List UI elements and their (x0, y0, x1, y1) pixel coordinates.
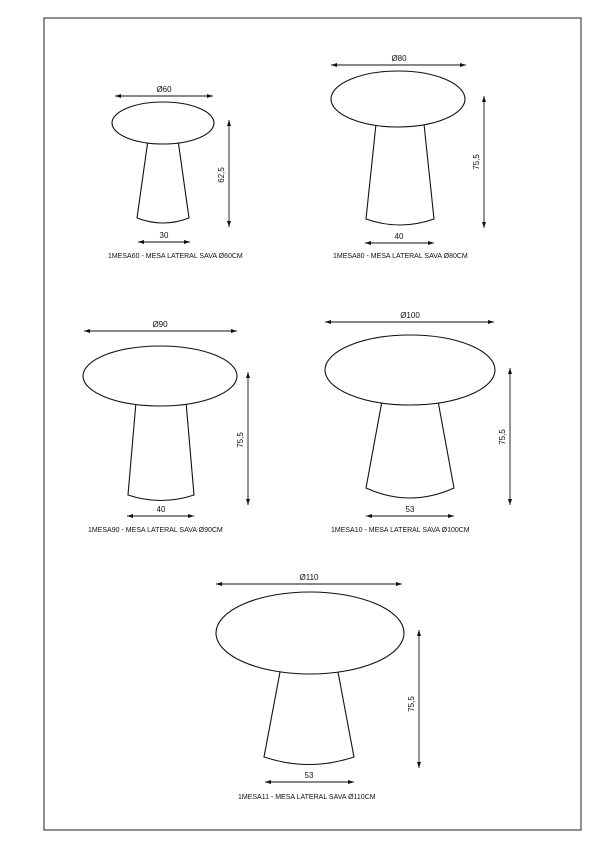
height-dimension (498, 368, 512, 505)
table-pedestal (128, 402, 194, 501)
table-drawing-100 (325, 311, 512, 534)
base-width-dimension (366, 505, 454, 518)
top-diameter-label: Ø110 (299, 573, 319, 582)
top-diameter-dimension (325, 311, 494, 324)
table-pedestal (137, 140, 189, 223)
top-diameter-dimension (115, 85, 213, 98)
table-drawing-110 (216, 573, 421, 801)
table-drawing-90 (83, 320, 250, 534)
table-drawing-60 (108, 85, 243, 260)
table-top (112, 102, 214, 144)
height-dimension (217, 120, 231, 227)
drawing-caption: 1MESA60 - MESA LATERAL SAVA Ø60CM (108, 253, 243, 260)
top-diameter-label: Ø80 (391, 54, 407, 63)
table-drawing-80 (331, 54, 486, 260)
height-label: 75,5 (472, 154, 481, 170)
drawing-caption: 1MESA10 - MESA LATERAL SAVA Ø100CM (331, 527, 470, 534)
height-dimension (472, 96, 486, 228)
table-top (325, 335, 495, 405)
base-width-dimension (265, 771, 354, 784)
top-diameter-dimension (216, 573, 402, 586)
table-pedestal (366, 401, 454, 498)
height-label: 75,5 (236, 432, 245, 448)
table-pedestal (264, 672, 354, 765)
drawing-caption: 1MESA80 - MESA LATERAL SAVA Ø80CM (333, 253, 468, 260)
base-width-label: 53 (304, 771, 314, 780)
height-label: 75,5 (407, 696, 416, 712)
top-diameter-label: Ø60 (156, 85, 172, 94)
base-width-label: 40 (156, 505, 166, 514)
top-diameter-dimension (84, 320, 237, 333)
base-width-dimension (138, 231, 190, 244)
base-width-label: 40 (394, 232, 404, 241)
height-label: 62,5 (217, 167, 226, 183)
top-diameter-dimension (331, 54, 466, 67)
top-diameter-label: Ø90 (152, 320, 168, 329)
base-width-dimension (365, 232, 434, 245)
height-dimension (407, 630, 421, 768)
top-diameter-label: Ø100 (400, 311, 420, 320)
drawing-caption: 1MESA11 - MESA LATERAL SAVA Ø110CM (238, 794, 376, 801)
table-top (216, 592, 404, 674)
table-top (83, 346, 237, 406)
height-dimension (236, 372, 250, 505)
drawing-caption: 1MESA90 - MESA LATERAL SAVA Ø90CM (88, 527, 223, 534)
table-pedestal (366, 124, 434, 225)
height-label: 75,5 (498, 429, 507, 445)
base-width-label: 53 (405, 505, 415, 514)
base-width-dimension (127, 505, 194, 518)
base-width-label: 30 (159, 231, 169, 240)
table-top (331, 71, 465, 127)
